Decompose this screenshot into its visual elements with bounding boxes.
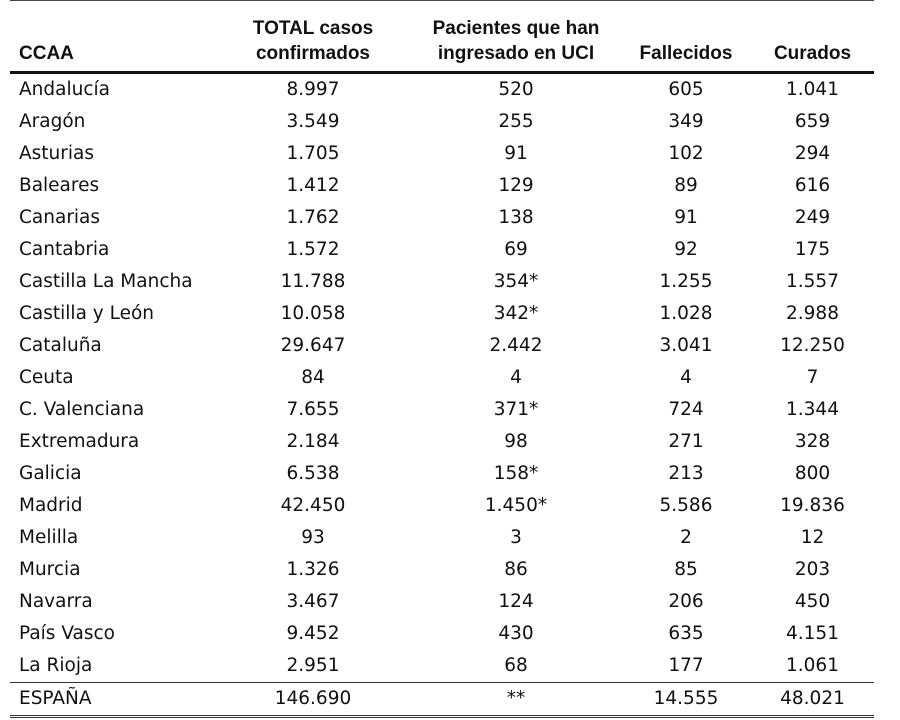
cell-fallecidos: 206: [668, 591, 704, 612]
cell-curados: 1.344: [786, 399, 839, 420]
cell-total: 1.705: [286, 143, 340, 164]
cell-ccaa: Cantabria: [19, 239, 110, 260]
table-row: [10, 586, 874, 618]
cell-fallecidos: 92: [674, 239, 698, 260]
table-row: [10, 426, 874, 458]
cell-total: 8.997: [286, 79, 340, 100]
header-total-line2: confirmados: [255, 43, 371, 64]
cell-fallecidos: 3.041: [659, 335, 713, 356]
cell-curados: 12.250: [780, 335, 845, 356]
cell-uci: 91: [504, 143, 528, 164]
table-row: [10, 362, 874, 394]
table-row: [10, 522, 874, 554]
cell-ccaa: Aragón: [19, 111, 86, 132]
cell-curados: 1.061: [786, 655, 839, 676]
table-row: [10, 650, 874, 683]
cell-ccaa: Cataluña: [19, 335, 102, 356]
cell-total: 11.788: [280, 271, 346, 292]
cell-fallecidos: 14.555: [621, 683, 751, 717]
cell-curados: 450: [794, 591, 831, 612]
header-row: [10, 1, 874, 73]
cell-fallecidos: 85: [674, 559, 698, 580]
cell-uci: 430: [498, 623, 534, 644]
header-uci-line2: ingresado en UCI: [437, 43, 595, 64]
cell-total: 6.538: [286, 463, 340, 484]
cell-fallecidos: 102: [668, 143, 704, 164]
header-total-line1: TOTAL casos: [252, 18, 374, 39]
cell-ccaa: Baleares: [19, 175, 100, 196]
cell-fallecidos: 724: [668, 399, 704, 420]
table-row: [10, 330, 874, 362]
header-curados-label: Curados: [773, 43, 852, 64]
cell-uci: 354*: [493, 271, 539, 292]
cell-curados: 19.836: [780, 495, 845, 516]
cell-total: 2.951: [286, 655, 340, 676]
cell-ccaa: Canarias: [19, 207, 101, 228]
header-uci: [411, 1, 621, 73]
cell-fallecidos: 4: [680, 367, 692, 388]
cell-curados: 294: [794, 143, 831, 164]
cell-total: 3.549: [286, 111, 340, 132]
ccaa-covid-table: [10, 0, 874, 718]
cell-total: 10.058: [280, 303, 346, 324]
ccaa-table-container: [10, 0, 874, 718]
table-row: [10, 298, 874, 330]
table-row: [10, 266, 874, 298]
cell-uci: 129: [498, 175, 534, 196]
cell-curados: 175: [794, 239, 831, 260]
cell-ccaa: Andalucía: [19, 79, 110, 100]
cell-ccaa: Galicia: [19, 463, 82, 484]
cell-total: 93: [301, 527, 325, 548]
cell-uci: 69: [504, 239, 528, 260]
cell-ccaa: Madrid: [19, 495, 83, 516]
cell-ccaa: Asturias: [19, 143, 94, 164]
cell-fallecidos: 635: [668, 623, 704, 644]
cell-uci: 98: [504, 431, 528, 452]
cell-total: 1.412: [286, 175, 340, 196]
table-header: [10, 1, 874, 73]
cell-uci: 124: [498, 591, 534, 612]
cell-uci: 2.442: [489, 335, 543, 356]
table-row: [10, 202, 874, 234]
cell-total: 1.572: [286, 239, 340, 260]
table-row: [10, 138, 874, 170]
cell-ccaa: Melilla: [19, 527, 79, 548]
cell-total: 9.452: [286, 623, 340, 644]
header-fallecidos: [621, 1, 751, 73]
cell-curados: 249: [794, 207, 831, 228]
cell-total: 29.647: [280, 335, 346, 356]
cell-fallecidos: 2: [680, 527, 692, 548]
cell-total: 1.326: [286, 559, 340, 580]
cell-total: 42.450: [280, 495, 346, 516]
cell-fallecidos: 89: [674, 175, 698, 196]
cell-uci: 342*: [493, 303, 539, 324]
cell-curados: 7: [806, 367, 819, 388]
cell-curados: 12: [800, 527, 825, 548]
cell-curados: 659: [794, 111, 831, 132]
cell-uci: 4: [510, 367, 522, 388]
cell-fallecidos: 213: [668, 463, 704, 484]
cell-total: 7.655: [286, 399, 340, 420]
cell-fallecidos: 1.255: [659, 271, 713, 292]
table-body: [10, 73, 874, 717]
table-row: [10, 554, 874, 586]
cell-uci: 86: [504, 559, 528, 580]
header-ccaa-label: CCAA: [19, 43, 74, 64]
header-ccaa: [10, 1, 215, 73]
cell-fallecidos: 605: [668, 79, 704, 100]
cell-ccaa: C. Valenciana: [19, 399, 145, 420]
cell-total: 84: [301, 367, 325, 388]
table-row: [10, 458, 874, 490]
cell-uci: 255: [498, 111, 534, 132]
cell-uci: 520: [498, 79, 534, 100]
cell-ccaa: Castilla y León: [19, 303, 155, 324]
cell-curados: 800: [794, 463, 831, 484]
cell-ccaa: Extremadura: [19, 431, 140, 452]
cell-curados: 48.021: [751, 683, 874, 717]
cell-total: 3.467: [286, 591, 340, 612]
cell-curados: 4.151: [786, 623, 839, 644]
total-row: [10, 683, 874, 717]
cell-uci: 3: [510, 527, 522, 548]
table-row: [10, 618, 874, 650]
cell-curados: 328: [794, 431, 831, 452]
cell-ccaa: Ceuta: [19, 367, 74, 388]
cell-uci: 371*: [493, 399, 539, 420]
cell-uci: 158*: [493, 463, 539, 484]
cell-ccaa: Castilla La Mancha: [19, 271, 193, 292]
cell-fallecidos: 5.586: [659, 495, 713, 516]
cell-total: 1.762: [286, 207, 340, 228]
cell-ccaa: ESPAÑA: [10, 683, 215, 717]
cell-uci: 138: [498, 207, 534, 228]
cell-total: 2.184: [286, 431, 340, 452]
header-fallecidos-label: Fallecidos: [639, 43, 733, 64]
table-row: [10, 73, 874, 107]
cell-curados: 1.041: [786, 79, 839, 100]
header-uci-line1: Pacientes que han: [432, 18, 600, 39]
cell-curados: 616: [794, 175, 831, 196]
cell-ccaa: País Vasco: [19, 623, 116, 644]
cell-uci: **: [411, 683, 621, 717]
header-curados: [751, 1, 874, 73]
cell-fallecidos: 177: [668, 655, 704, 676]
cell-curados: 1.557: [786, 271, 839, 292]
table-row: [10, 106, 874, 138]
cell-total: 146.690: [215, 683, 411, 717]
table-row: [10, 490, 874, 522]
cell-uci: 1.450*: [484, 495, 548, 516]
header-total-casos: [215, 1, 411, 73]
cell-curados: 203: [794, 559, 831, 580]
table-row: [10, 170, 874, 202]
cell-ccaa: Murcia: [19, 559, 81, 580]
cell-curados: 2.988: [786, 303, 839, 324]
cell-fallecidos: 349: [668, 111, 704, 132]
cell-fallecidos: 91: [674, 207, 698, 228]
table-row: [10, 394, 874, 426]
cell-ccaa: La Rioja: [19, 655, 93, 676]
cell-ccaa: Navarra: [19, 591, 93, 612]
cell-fallecidos: 1.028: [659, 303, 713, 324]
table-row: [10, 234, 874, 266]
cell-uci: 68: [504, 655, 528, 676]
cell-fallecidos: 271: [668, 431, 704, 452]
